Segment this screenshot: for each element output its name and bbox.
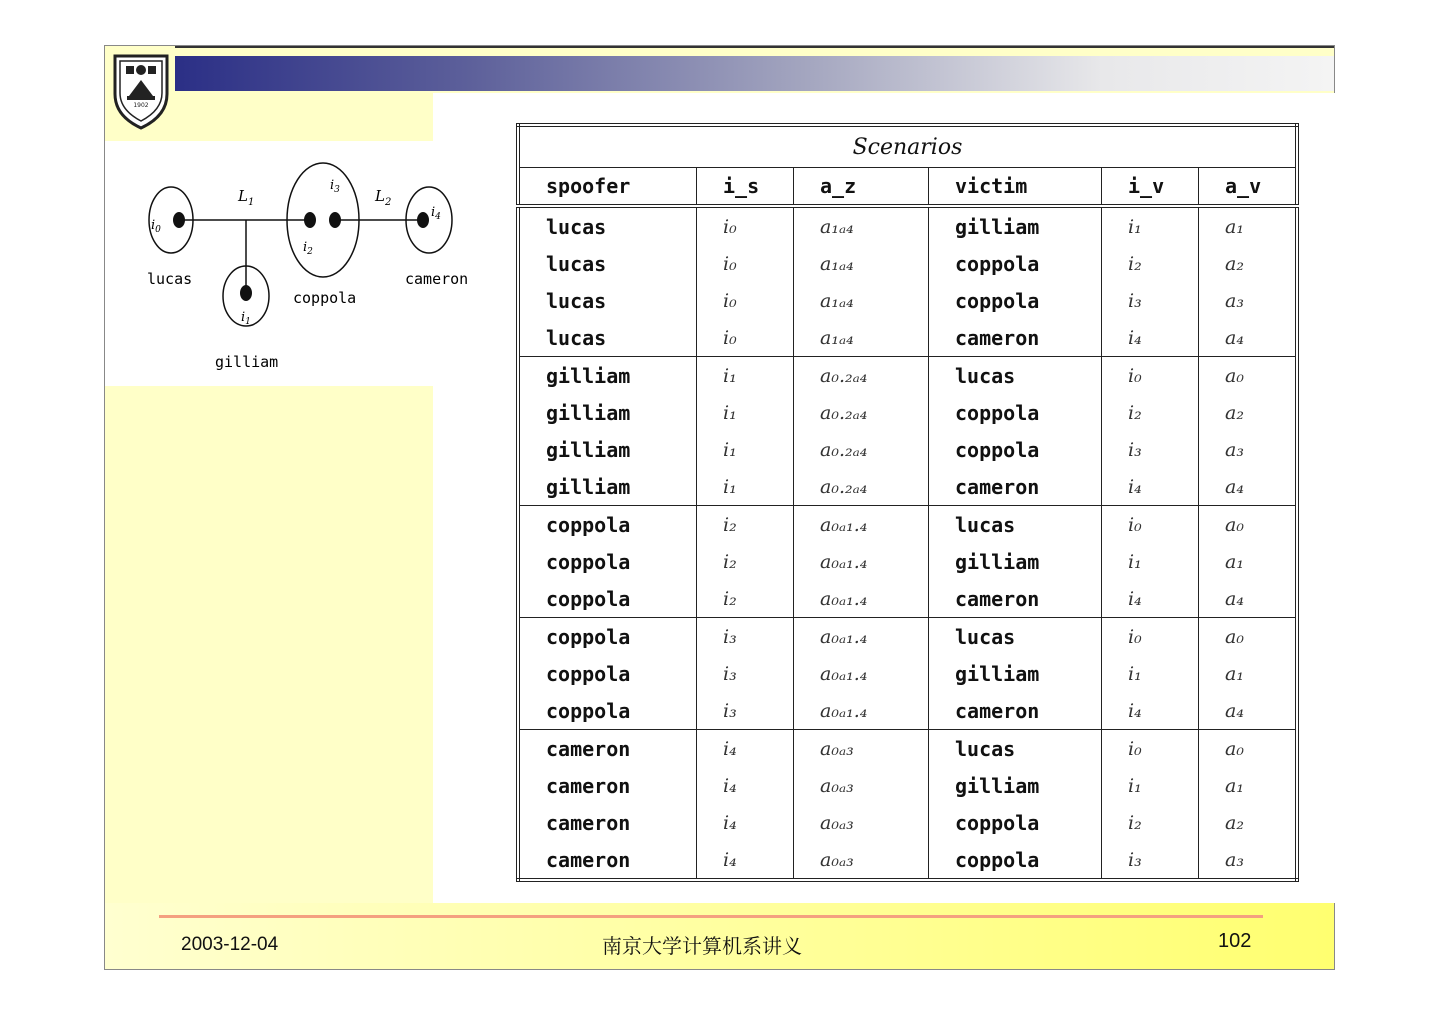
spoofer-cell: coppola <box>518 580 697 618</box>
spoofer-cell: cameron <box>546 773 631 798</box>
i-s-cell: i₄ <box>697 767 794 804</box>
i-v-cell: i₄ <box>1102 468 1199 506</box>
i-v-cell: i₁ <box>1102 543 1199 580</box>
victim-cell: cameron <box>929 468 1102 506</box>
coppola-iface-a-label: $i_2$ <box>303 240 313 257</box>
victim-cell: coppola <box>929 431 1102 468</box>
victim-cell: gilliam <box>929 206 1102 245</box>
a-v-cell: a₃ <box>1199 282 1298 319</box>
i-v-cell: i₄ <box>1102 319 1199 357</box>
cameron-iface-label: $i_4$ <box>431 205 441 222</box>
scenarios-table <box>516 123 1299 882</box>
a-z-cell: a₀ₐ₃ <box>794 804 929 841</box>
i-s-cell: i₄ <box>697 804 794 841</box>
page-number: 102 <box>1218 930 1252 952</box>
a-v-cell: a₂ <box>1199 394 1298 431</box>
header-victim: victim <box>929 168 1102 207</box>
a-v-cell: a₄ <box>1199 580 1298 618</box>
spoofer-cell: lucas <box>546 251 607 276</box>
table-row <box>518 282 1297 319</box>
spoofer-cell: lucas <box>546 214 607 239</box>
a-v-cell: a₄ <box>1199 319 1298 357</box>
spoofer-cell: lucas <box>546 288 607 313</box>
a-v-cell: a₃ <box>1199 841 1298 880</box>
link-l1-label: $L_1$ <box>238 187 255 208</box>
spoofer-cell: cameron <box>546 736 631 761</box>
a-v-cell: a₁ <box>1199 543 1298 580</box>
coppola-interface-a <box>304 212 316 228</box>
table-row <box>518 580 1297 618</box>
i-v-cell: i₀ <box>1102 730 1199 768</box>
spoofer-cell: coppola <box>546 624 631 649</box>
lucas-iface-label: $i_0$ <box>151 218 161 235</box>
coppola-label: coppola <box>293 289 357 307</box>
table-row <box>518 543 1297 580</box>
header-spoofer: spoofer <box>518 168 697 207</box>
table-row <box>518 468 1297 506</box>
coppola-iface-b-label: $i_3$ <box>330 178 340 195</box>
i-v-cell: i₃ <box>1102 841 1199 880</box>
a-z-cell: a₀ₐ₁.₄ <box>794 692 929 730</box>
cameron-label: cameron <box>405 270 469 288</box>
a-z-cell: a₀ₐ₁.₄ <box>794 580 929 618</box>
i-s-cell: i₁ <box>697 357 794 395</box>
victim-cell: coppola <box>929 841 1102 880</box>
i-v-cell: i₀ <box>1102 618 1199 656</box>
victim-cell: coppola <box>929 804 1102 841</box>
a-v-cell: a₁ <box>1199 655 1298 692</box>
table-row <box>518 730 1297 768</box>
victim-cell: lucas <box>929 730 1102 768</box>
header-a-z: a_z <box>794 168 929 207</box>
title-top-rule <box>175 46 1334 48</box>
i-s-cell: i₀ <box>697 319 794 357</box>
table-row <box>518 506 1297 544</box>
cameron-interface <box>417 212 429 228</box>
spoofer-cell: coppola <box>518 692 697 730</box>
i-s-cell: i₃ <box>697 618 794 656</box>
i-v-cell: i₂ <box>1102 245 1199 282</box>
table-row <box>518 618 1297 656</box>
a-v-cell: a₀ <box>1199 618 1298 656</box>
header-a-v: a_v <box>1199 168 1298 207</box>
a-z-cell: a₀ₐ₁.₄ <box>794 506 929 544</box>
table-caption: Scenarios <box>518 125 1297 168</box>
spoofer-cell: gilliam <box>546 363 631 388</box>
header-i-v: i_v <box>1102 168 1199 207</box>
i-s-cell: i₂ <box>697 543 794 580</box>
i-s-cell: i₃ <box>697 692 794 730</box>
gilliam-label: gilliam <box>215 353 279 371</box>
i-s-cell: i₂ <box>697 506 794 544</box>
title-bar <box>175 56 1334 91</box>
i-v-cell: i₁ <box>1102 655 1199 692</box>
a-v-cell: a₁ <box>1199 767 1298 804</box>
a-v-cell: a₀ <box>1199 730 1298 768</box>
table-row <box>518 319 1297 357</box>
table-row <box>518 394 1297 431</box>
table-body <box>518 206 1297 880</box>
table-row <box>518 767 1297 804</box>
a-z-cell: a₁ₐ₄ <box>794 206 929 245</box>
network-diagram <box>105 141 469 386</box>
lucas-interface <box>173 212 185 228</box>
a-v-cell: a₂ <box>1199 245 1298 282</box>
a-z-cell: a₀ₐ₁.₄ <box>794 655 929 692</box>
a-z-cell: a₀.₂ₐ₄ <box>794 357 929 395</box>
victim-cell: lucas <box>929 506 1102 544</box>
i-v-cell: i₀ <box>1102 357 1199 395</box>
table-row <box>518 692 1297 730</box>
i-s-cell: i₁ <box>697 468 794 506</box>
a-v-cell: a₄ <box>1199 692 1298 730</box>
a-v-cell: a₄ <box>1199 468 1298 506</box>
i-s-cell: i₃ <box>697 655 794 692</box>
spoofer-cell: cameron <box>546 810 631 835</box>
i-s-cell: i₀ <box>697 245 794 282</box>
footer-course-title: 南京大学计算机系讲义 <box>602 934 802 958</box>
table-row <box>518 655 1297 692</box>
i-s-cell: i₂ <box>697 580 794 618</box>
i-v-cell: i₃ <box>1102 431 1199 468</box>
spoofer-cell: cameron <box>546 847 631 872</box>
spoofer-cell: coppola <box>546 549 631 574</box>
i-v-cell: i₄ <box>1102 692 1199 730</box>
a-z-cell: a₀ₐ₁.₄ <box>794 618 929 656</box>
footer-date: 2003-12-04 <box>181 934 279 955</box>
i-s-cell: i₄ <box>697 730 794 768</box>
table-row <box>518 357 1297 395</box>
table-row <box>518 245 1297 282</box>
coppola-interface-b <box>329 212 341 228</box>
table-row <box>518 804 1297 841</box>
a-v-cell: a₁ <box>1199 206 1298 245</box>
a-v-cell: a₂ <box>1199 804 1298 841</box>
link-l2-label: $L_2$ <box>375 187 392 208</box>
victim-cell: cameron <box>929 580 1102 618</box>
victim-cell: gilliam <box>929 767 1102 804</box>
spoofer-cell: coppola <box>546 512 631 537</box>
victim-cell: coppola <box>929 394 1102 431</box>
i-v-cell: i₁ <box>1102 206 1199 245</box>
gilliam-interface <box>240 285 252 301</box>
a-z-cell: a₀ₐ₁.₄ <box>794 543 929 580</box>
victim-cell: coppola <box>929 245 1102 282</box>
a-z-cell: a₁ₐ₄ <box>794 319 929 357</box>
i-v-cell: i₂ <box>1102 394 1199 431</box>
a-v-cell: a₀ <box>1199 506 1298 544</box>
victim-cell: cameron <box>929 692 1102 730</box>
a-z-cell: a₁ₐ₄ <box>794 245 929 282</box>
a-z-cell: a₀ₐ₃ <box>794 841 929 880</box>
i-v-cell: i₀ <box>1102 506 1199 544</box>
i-v-cell: i₂ <box>1102 804 1199 841</box>
scenarios-table-wrapper <box>516 123 1299 882</box>
table-row <box>518 431 1297 468</box>
slide <box>104 45 1335 970</box>
victim-cell: lucas <box>929 618 1102 656</box>
victim-cell: lucas <box>929 357 1102 395</box>
spoofer-cell: gilliam <box>546 400 631 425</box>
i-v-cell: i₄ <box>1102 580 1199 618</box>
a-v-cell: a₀ <box>1199 357 1298 395</box>
i-v-cell: i₁ <box>1102 767 1199 804</box>
table-row <box>518 206 1297 245</box>
i-s-cell: i₁ <box>697 394 794 431</box>
a-z-cell: a₀.₂ₐ₄ <box>794 468 929 506</box>
university-logo <box>109 50 173 130</box>
a-v-cell: a₃ <box>1199 431 1298 468</box>
logo-year: 1902 <box>133 102 149 109</box>
victim-cell: coppola <box>929 282 1102 319</box>
spoofer-cell: coppola <box>546 661 631 686</box>
spoofer-cell: gilliam <box>546 437 631 462</box>
spoofer-cell: gilliam <box>518 468 697 506</box>
i-s-cell: i₀ <box>697 282 794 319</box>
i-s-cell: i₁ <box>697 431 794 468</box>
i-s-cell: i₀ <box>697 206 794 245</box>
a-z-cell: a₀.₂ₐ₄ <box>794 394 929 431</box>
lucas-label: lucas <box>147 270 193 288</box>
a-z-cell: a₀ₐ₃ <box>794 767 929 804</box>
table-row <box>518 841 1297 880</box>
a-z-cell: a₀ₐ₃ <box>794 730 929 768</box>
i-s-cell: i₄ <box>697 841 794 880</box>
footer-rule <box>159 915 1263 918</box>
victim-cell: gilliam <box>929 655 1102 692</box>
gilliam-iface-label: $i_1$ <box>241 310 251 327</box>
spoofer-cell: lucas <box>518 319 697 357</box>
victim-cell: cameron <box>929 319 1102 357</box>
victim-cell: gilliam <box>929 543 1102 580</box>
a-z-cell: a₁ₐ₄ <box>794 282 929 319</box>
header-i-s: i_s <box>697 168 794 207</box>
a-z-cell: a₀.₂ₐ₄ <box>794 431 929 468</box>
i-v-cell: i₃ <box>1102 282 1199 319</box>
